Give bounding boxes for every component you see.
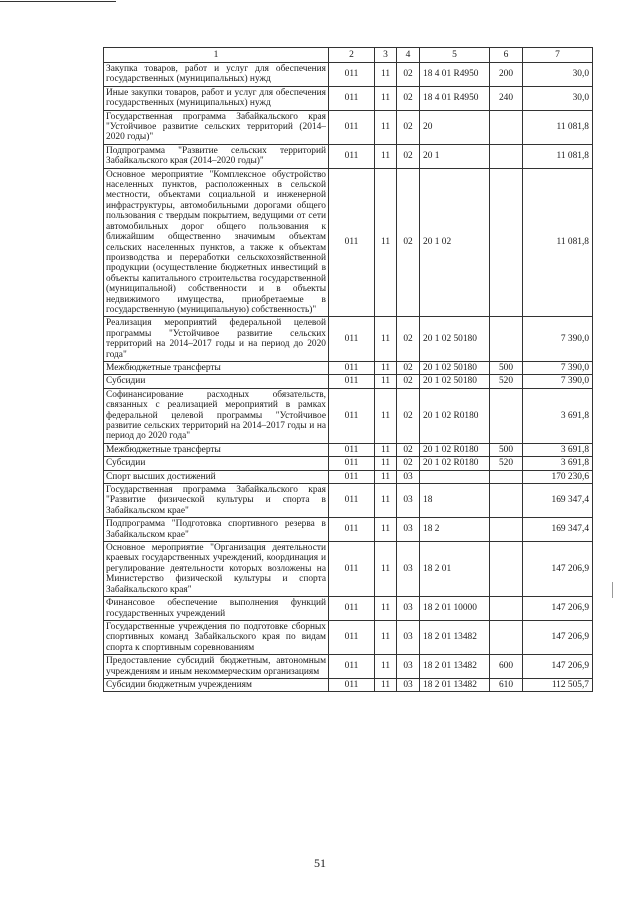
row-expense-type-cell (490, 110, 523, 144)
row-code-cell: 011 (329, 361, 375, 374)
row-section-cell: 11 (375, 470, 397, 483)
row-code-cell: 011 (329, 470, 375, 483)
row-subsection-cell: 03 (397, 470, 420, 483)
table-row (104, 470, 593, 483)
header-col-5: 5 (420, 48, 490, 63)
row-amount-cell: 11 081,8 (523, 110, 593, 144)
row-subsection-cell: 02 (397, 86, 420, 110)
row-target-article-cell: 18 2 01 13482 (420, 678, 490, 691)
row-name-cell: Спорт высших достижений (104, 470, 329, 483)
row-code-cell: 011 (329, 457, 375, 470)
row-target-article-cell: 20 1 02 R0180 (420, 388, 490, 443)
row-name-cell: Субсидии (104, 375, 329, 388)
row-expense-type-cell: 500 (490, 443, 523, 456)
table-row (104, 110, 593, 144)
row-subsection-cell: 02 (397, 375, 420, 388)
row-section-cell: 11 (375, 542, 397, 597)
table-row (104, 144, 593, 168)
row-code-cell: 011 (329, 620, 375, 654)
row-name-cell: Закупка товаров, работ и услуг для обеспечения государственных (муниципальных) нужд (104, 63, 329, 87)
row-amount-cell: 147 206,9 (523, 542, 593, 597)
row-code-cell: 011 (329, 388, 375, 443)
row-section-cell: 11 (375, 620, 397, 654)
row-section-cell: 11 (375, 388, 397, 443)
row-name-cell: Межбюджетные трансферты (104, 443, 329, 456)
header-col-4: 4 (397, 48, 420, 63)
row-subsection-cell: 03 (397, 518, 420, 542)
row-expense-type-cell: 520 (490, 457, 523, 470)
row-amount-cell: 3 691,8 (523, 388, 593, 443)
row-section-cell: 11 (375, 375, 397, 388)
row-name-cell: Государственная программа Забайкальского края "Развитие физической культуры и спорта в Забайкальском крае" (104, 484, 329, 518)
row-section-cell: 11 (375, 63, 397, 87)
row-target-article-cell (420, 470, 490, 483)
row-amount-cell: 7 390,0 (523, 375, 593, 388)
table-row (104, 655, 593, 679)
row-amount-cell: 147 206,9 (523, 597, 593, 621)
row-name-cell: Предоставление субсидий бюджетным, автономным учреждениям и иным некоммерческим организациям (104, 655, 329, 679)
header-col-7: 7 (523, 48, 593, 63)
header-row (104, 48, 593, 63)
top-rule (0, 1, 116, 2)
row-name-cell: Софинансирование расходных обязательств, связанных с реализацией мероприятий в рамках федеральной целевой программы "Устойчивое развитие сельских территорий на 2014–2017 годы и на период до 2020 года" (104, 388, 329, 443)
row-expense-type-cell (490, 470, 523, 483)
row-name-cell: Субсидии бюджетным учреждениям (104, 678, 329, 691)
row-target-article-cell: 20 1 02 R0180 (420, 457, 490, 470)
table-row (104, 168, 593, 317)
row-amount-cell: 3 691,8 (523, 457, 593, 470)
budget-table-page (103, 47, 592, 692)
row-subsection-cell: 02 (397, 144, 420, 168)
row-subsection-cell: 03 (397, 597, 420, 621)
row-expense-type-cell: 500 (490, 361, 523, 374)
row-subsection-cell: 02 (397, 110, 420, 144)
row-name-cell: Основное мероприятие "Организация деятельности краевых государственных учреждений, координация и регулирование деятельности которых возложены на Министерство физической культуры и спорта Забайкальского края" (104, 542, 329, 597)
row-target-article-cell: 20 1 02 50180 (420, 317, 490, 362)
row-section-cell: 11 (375, 361, 397, 374)
table-row (104, 484, 593, 518)
row-amount-cell: 7 390,0 (523, 317, 593, 362)
row-target-article-cell: 20 1 02 R0180 (420, 443, 490, 456)
row-expense-type-cell (490, 542, 523, 597)
row-section-cell: 11 (375, 144, 397, 168)
table-row (104, 620, 593, 654)
row-expense-type-cell (490, 388, 523, 443)
row-target-article-cell: 20 1 02 (420, 168, 490, 317)
row-subsection-cell: 02 (397, 361, 420, 374)
row-amount-cell: 30,0 (523, 63, 593, 87)
row-code-cell: 011 (329, 655, 375, 679)
row-subsection-cell: 02 (397, 63, 420, 87)
row-amount-cell: 11 081,8 (523, 168, 593, 317)
row-subsection-cell: 02 (397, 317, 420, 362)
row-target-article-cell: 18 2 01 (420, 542, 490, 597)
row-expense-type-cell (490, 484, 523, 518)
row-target-article-cell: 20 1 02 50180 (420, 375, 490, 388)
row-expense-type-cell (490, 518, 523, 542)
row-name-cell: Подпрограмма "Развитие сельских территорий Забайкальского края (2014–2020 годы)" (104, 144, 329, 168)
row-expense-type-cell (490, 168, 523, 317)
row-amount-cell: 147 206,9 (523, 655, 593, 679)
row-amount-cell: 112 505,7 (523, 678, 593, 691)
row-expense-type-cell: 200 (490, 63, 523, 87)
row-target-article-cell: 18 (420, 484, 490, 518)
table-row (104, 542, 593, 597)
row-section-cell: 11 (375, 110, 397, 144)
row-expense-type-cell: 610 (490, 678, 523, 691)
row-amount-cell: 30,0 (523, 86, 593, 110)
row-name-cell: Подпрограмма "Подготовка спортивного резерва в Забайкальском крае" (104, 518, 329, 542)
row-subsection-cell: 03 (397, 655, 420, 679)
table-row (104, 375, 593, 388)
row-section-cell: 11 (375, 518, 397, 542)
table-row (104, 678, 593, 691)
row-subsection-cell: 02 (397, 443, 420, 456)
row-section-cell: 11 (375, 678, 397, 691)
table-row (104, 86, 593, 110)
row-name-cell: Основное мероприятие "Комплексное обустройство населенных пунктов, расположенных в сельской местности, объектами социальной и инженерной инфраструктуры, автомобильными дорогами общего пользования с твердым покрытием, ведущими от сети автомобильных дорог общего пользования к ближайшим общественно значимым объектам сельских населенных пунктов, а также к объектам производства и переработки сельскохозяйственной продукции (осуществление бюджетных инвестиций в объекты капитального строительства государственной (муниципальной) собственности и в объекты недвижимого имущества, приобретаемые в государственную (муниципальную) собственность)" (104, 168, 329, 317)
row-subsection-cell: 03 (397, 678, 420, 691)
row-subsection-cell: 02 (397, 168, 420, 317)
row-name-cell: Межбюджетные трансферты (104, 361, 329, 374)
row-target-article-cell: 20 1 (420, 144, 490, 168)
row-expense-type-cell: 600 (490, 655, 523, 679)
row-name-cell: Реализация мероприятий федеральной целевой программы "Устойчивое развитие сельских территорий на 2014–2017 годы и на период до 2020 года" (104, 317, 329, 362)
row-code-cell: 011 (329, 484, 375, 518)
page-number: 51 (314, 856, 326, 870)
row-target-article-cell: 18 2 01 13482 (420, 620, 490, 654)
row-section-cell: 11 (375, 655, 397, 679)
row-target-article-cell: 20 (420, 110, 490, 144)
row-code-cell: 011 (329, 63, 375, 87)
row-subsection-cell: 03 (397, 620, 420, 654)
row-section-cell: 11 (375, 597, 397, 621)
header-col-1: 1 (104, 48, 329, 63)
row-amount-cell: 3 691,8 (523, 443, 593, 456)
row-target-article-cell: 20 1 02 50180 (420, 361, 490, 374)
row-section-cell: 11 (375, 484, 397, 518)
row-name-cell: Иные закупки товаров, работ и услуг для обеспечения государственных (муниципальных) нужд (104, 86, 329, 110)
row-code-cell: 011 (329, 144, 375, 168)
row-code-cell: 011 (329, 168, 375, 317)
table-row (104, 361, 593, 374)
row-name-cell: Субсидии (104, 457, 329, 470)
row-name-cell: Государственная программа Забайкальского края "Устойчивое развитие сельских территорий (2014–2020 годы)" (104, 110, 329, 144)
row-expense-type-cell (490, 620, 523, 654)
row-amount-cell: 7 390,0 (523, 361, 593, 374)
row-expense-type-cell (490, 317, 523, 362)
row-target-article-cell: 18 4 01 R4950 (420, 63, 490, 87)
row-code-cell: 011 (329, 110, 375, 144)
table-row (104, 457, 593, 470)
margin-mark (612, 582, 613, 598)
row-amount-cell: 147 206,9 (523, 620, 593, 654)
row-target-article-cell: 18 4 01 R4950 (420, 86, 490, 110)
row-expense-type-cell: 520 (490, 375, 523, 388)
row-code-cell: 011 (329, 597, 375, 621)
row-name-cell: Государственные учреждения по подготовке сборных спортивных команд Забайкальского края по видам спорта к спортивным соревнованиям (104, 620, 329, 654)
table-row (104, 388, 593, 443)
table-row (104, 597, 593, 621)
row-subsection-cell: 03 (397, 542, 420, 597)
row-section-cell: 11 (375, 168, 397, 317)
row-expense-type-cell: 240 (490, 86, 523, 110)
header-col-6: 6 (490, 48, 523, 63)
row-name-cell: Финансовое обеспечение выполнения функций государственных учреждений (104, 597, 329, 621)
row-section-cell: 11 (375, 443, 397, 456)
row-amount-cell: 169 347,4 (523, 484, 593, 518)
table-row (104, 63, 593, 87)
row-code-cell: 011 (329, 86, 375, 110)
row-target-article-cell: 18 2 01 10000 (420, 597, 490, 621)
row-subsection-cell: 02 (397, 388, 420, 443)
row-section-cell: 11 (375, 457, 397, 470)
table-row (104, 518, 593, 542)
table-row (104, 443, 593, 456)
row-target-article-cell: 18 2 (420, 518, 490, 542)
table-row (104, 317, 593, 362)
row-code-cell: 011 (329, 317, 375, 362)
budget-table (103, 47, 593, 692)
row-section-cell: 11 (375, 317, 397, 362)
row-subsection-cell: 02 (397, 457, 420, 470)
row-expense-type-cell (490, 597, 523, 621)
row-subsection-cell: 03 (397, 484, 420, 518)
row-amount-cell: 169 347,4 (523, 518, 593, 542)
row-target-article-cell: 18 2 01 13482 (420, 655, 490, 679)
row-amount-cell: 170 230,6 (523, 470, 593, 483)
row-section-cell: 11 (375, 86, 397, 110)
row-code-cell: 011 (329, 443, 375, 456)
row-code-cell: 011 (329, 518, 375, 542)
row-code-cell: 011 (329, 542, 375, 597)
row-code-cell: 011 (329, 375, 375, 388)
row-amount-cell: 11 081,8 (523, 144, 593, 168)
header-col-3: 3 (375, 48, 397, 63)
header-col-2: 2 (329, 48, 375, 63)
row-code-cell: 011 (329, 678, 375, 691)
row-expense-type-cell (490, 144, 523, 168)
